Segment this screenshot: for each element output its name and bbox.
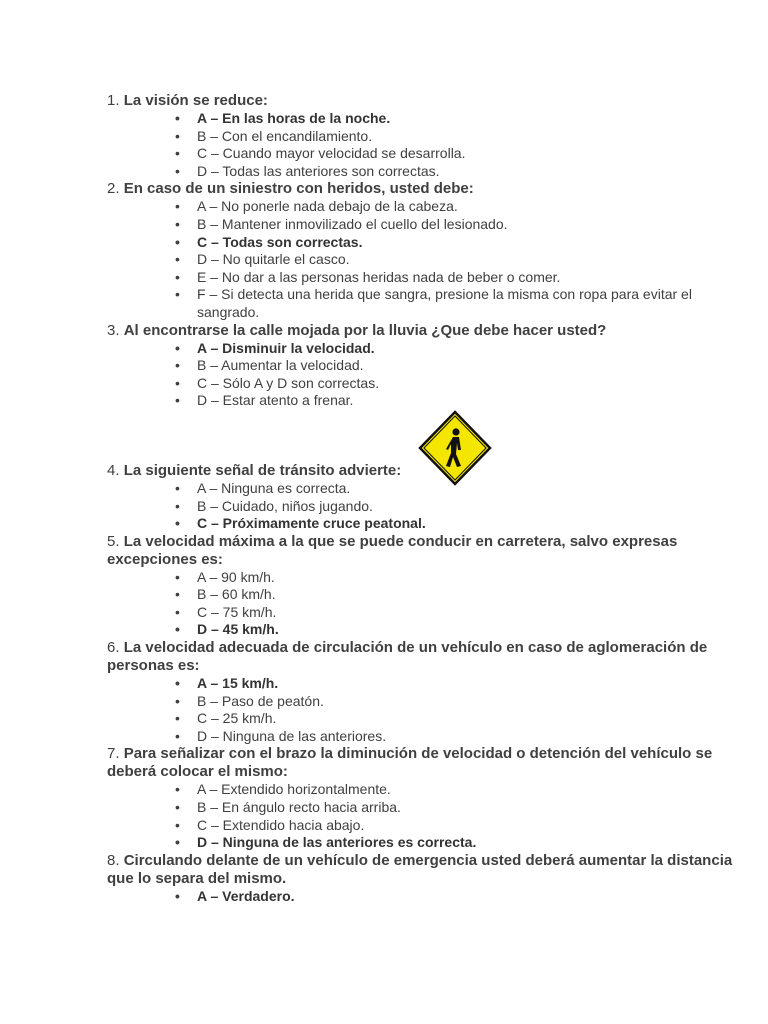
answer-option: • F – Si detecta una herida que sangra, presione la misma con ropa para evitar el sangrado. bbox=[197, 286, 747, 321]
answer-option-correct: • D – 45 km/h. bbox=[197, 621, 747, 639]
quiz-document bbox=[107, 92, 747, 905]
answer-option-correct: • C – Próximamente cruce peatonal. bbox=[197, 515, 747, 533]
question-number: 6. bbox=[107, 639, 120, 657]
question-text: Al encontrarse la calle mojada por la lluvia ¿Que debe hacer usted? bbox=[123, 321, 607, 339]
question-text: La visión se reduce: bbox=[123, 92, 268, 109]
answer-option: • D – Ninguna de las anteriores. bbox=[197, 728, 747, 746]
answer-option: • B – Paso de peatón. bbox=[197, 693, 747, 711]
answer-options-list bbox=[107, 569, 747, 639]
answer-option-correct: • A – Verdadero. bbox=[197, 888, 747, 906]
answer-option-correct: • A – 15 km/h. bbox=[197, 675, 747, 693]
question-heading bbox=[107, 745, 747, 781]
answer-options-list bbox=[107, 110, 747, 180]
question-text: En caso de un siniestro con heridos, usted debe: bbox=[123, 180, 474, 198]
answer-option: • D – No quitarle el casco. bbox=[197, 251, 747, 269]
answer-option: • C – Sólo A y D son correctas. bbox=[197, 375, 747, 393]
question-number: 5. bbox=[107, 532, 120, 550]
pedestrian-crossing-sign-icon bbox=[418, 410, 492, 486]
answer-options-list bbox=[107, 480, 747, 533]
question-text: La siguiente señal de tránsito advierte: bbox=[123, 461, 402, 479]
answer-option: • B – En ángulo recto hacia arriba. bbox=[197, 799, 747, 817]
question-text: Circulando delante de un vehículo de emergencia usted deberá aumentar la distancia que lo separa del mismo. bbox=[107, 851, 733, 887]
answer-option: • B – Aumentar la velocidad. bbox=[197, 357, 747, 375]
question-heading bbox=[107, 92, 747, 110]
answer-option: • B – 60 km/h. bbox=[197, 586, 747, 604]
answer-option-correct: • D – Ninguna de las anteriores es correcta. bbox=[197, 834, 747, 852]
answer-options-list bbox=[107, 888, 747, 906]
answer-option: • C – Extendido hacia abajo. bbox=[197, 817, 747, 835]
question-text: La velocidad adecuada de circulación de un vehículo en caso de aglomeración de personas es: bbox=[107, 639, 708, 675]
question-number: 1. bbox=[107, 92, 120, 109]
question-number: 4. bbox=[107, 461, 120, 479]
answer-option: • A – 90 km/h. bbox=[197, 569, 747, 587]
answer-option: • C – 75 km/h. bbox=[197, 604, 747, 622]
answer-option: • A – Extendido horizontalmente. bbox=[197, 781, 747, 799]
question-number: 3. bbox=[107, 321, 120, 339]
answer-option-correct: • A – Disminuir la velocidad. bbox=[197, 340, 747, 358]
question-heading bbox=[107, 180, 747, 198]
answer-option: • B – Cuidado, niños jugando. bbox=[197, 498, 747, 516]
question-number: 8. bbox=[107, 851, 120, 869]
answer-option-correct: • C – Todas son correctas. bbox=[197, 234, 747, 252]
answer-option-correct: • A – En las horas de la noche. bbox=[197, 110, 747, 128]
answer-option: • B – Con el encandilamiento. bbox=[197, 128, 747, 146]
question-heading bbox=[107, 852, 747, 888]
question-number: 2. bbox=[107, 180, 120, 198]
answer-option: • C – Cuando mayor velocidad se desarrolla. bbox=[197, 145, 747, 163]
answer-option: • C – 25 km/h. bbox=[197, 710, 747, 728]
answer-options-list bbox=[107, 198, 747, 321]
question-number: 7. bbox=[107, 745, 120, 763]
question-text: La velocidad máxima a la que se puede conducir en carretera, salvo expresas excepciones es: bbox=[107, 532, 678, 568]
question-text: Para señalizar con el brazo la diminución de velocidad o detención del vehículo se deberá colocar el mismo: bbox=[107, 745, 713, 781]
answer-option: • D – Todas las anteriores son correctas. bbox=[197, 163, 747, 181]
answer-options-list bbox=[107, 675, 747, 745]
answer-option: • A – Ninguna es correcta. bbox=[197, 480, 747, 498]
answer-option: • D – Estar atento a frenar. bbox=[197, 392, 747, 410]
answer-option: • B – Mantener inmovilizado el cuello del lesionado. bbox=[197, 216, 747, 234]
question-heading bbox=[107, 533, 747, 569]
question-heading bbox=[107, 639, 747, 675]
answer-option: • A – No ponerle nada debajo de la cabeza. bbox=[197, 198, 747, 216]
answer-options-list bbox=[107, 781, 747, 851]
answer-option: • E – No dar a las personas heridas nada de beber o comer. bbox=[197, 269, 747, 287]
answer-options-list bbox=[107, 340, 747, 410]
question-heading bbox=[107, 322, 747, 340]
